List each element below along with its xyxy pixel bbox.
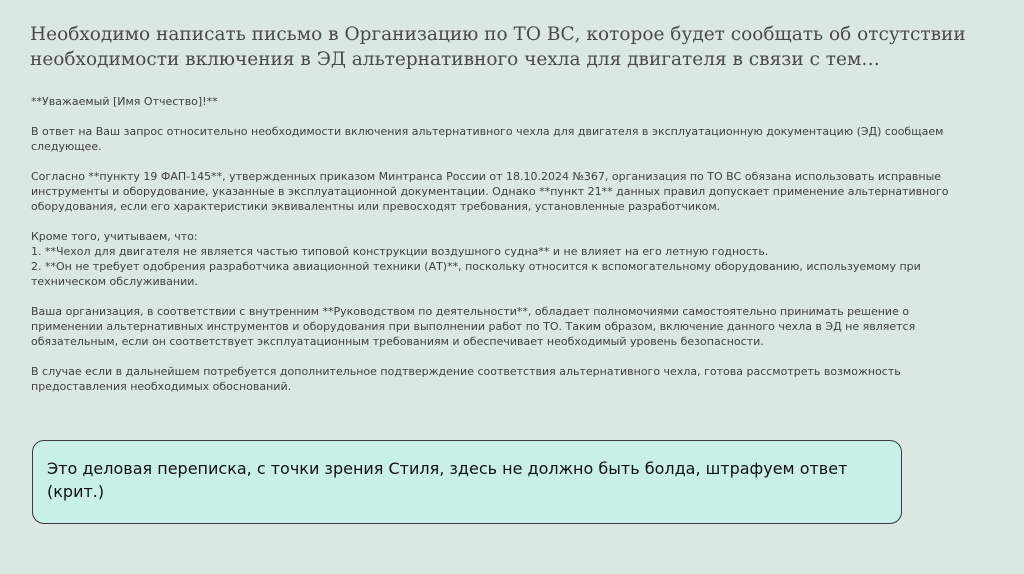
letter-body [31, 94, 951, 394]
reviewer-comment-box [32, 440, 902, 524]
letter-closing: В случае если в дальнейшем потребуется дополнительное подтверждение соответствия альтернативного чехла, готова рассмотреть возможность предоставления необходимых обоснований. [31, 365, 901, 393]
paragraph-gap [31, 109, 951, 124]
paragraph-gap [31, 349, 951, 364]
letter-greeting: **Уважаемый [Имя Отчество]!** [31, 95, 218, 108]
reviewer-comment-text: Это деловая переписка, с точки зрения Стиля, здесь не должно быть болда, штрафуем ответ (крит.) [47, 459, 848, 501]
letter-item-2: 2. **Он не требует одобрения разработчика авиационной техники (АТ)**, поскольку относится к вспомогательному оборудованию, используемому при техническом обслуживании. [31, 260, 921, 288]
letter-conclusion: Ваша организация, в соответствии с внутренним **Руководством по деятельности**, обладает полномочиями самостоятельно принимать решение о применении альтернативных инструментов и оборудования при выполнении работ по ТО. Таким образом, включение данного чехла в ЭД не является обязательным, если он соответствует эксплуатационным требованиям и обеспечивает необходимый уровень безопасности. [31, 305, 916, 348]
letter-item-1: 1. **Чехол для двигателя не является частью типовой конструкции воздушного судна** и не влияет на его летную годность. [31, 245, 769, 258]
paragraph-gap [31, 154, 951, 169]
paragraph-gap [31, 289, 951, 304]
letter-rule: Согласно **пункту 19 ФАП-145**, утвержденных приказом Минтранса России от 18.10.2024 №367, организация по ТО ВС обязана использовать исправные инструменты и оборудование, указанные в эксплуатационной документации. Однако **пункт 21** данных правил допускает применение альтернативного оборудования, если его характеристики эквивалентны или превосходят требования, установленные разработчиком. [31, 170, 949, 213]
letter-intro: В ответ на Ваш запрос относительно необходимости включения альтернативного чехла для двигателя в эксплуатационную документацию (ЭД) сообщаем следующее. [31, 125, 944, 153]
letter-considering: Кроме того, учитываем, что: [31, 230, 198, 243]
slide-title: Необходимо написать письмо в Организацию по ТО ВС, которое будет сообщать об отсутствии необходимости включения в ЭД альтернативного чехла для двигателя в связи с тем… [30, 24, 966, 70]
paragraph-gap [31, 214, 951, 229]
